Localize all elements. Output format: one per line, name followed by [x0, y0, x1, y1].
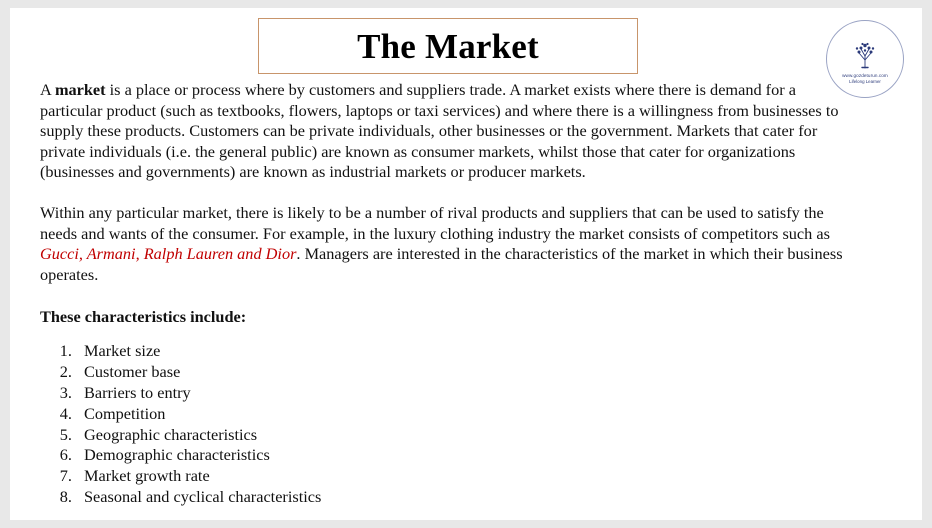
brand-list: Gucci, Armani, Ralph Lauren and Dior: [40, 244, 297, 264]
logo-tagline: Lifelong Learner: [849, 78, 881, 84]
paragraph-two-part-two: . Managers are interested in the characteristics of the market in which their business operates.: [40, 244, 843, 284]
subheading: These characteristics include:: [40, 307, 247, 327]
slide-canvas: [10, 8, 922, 520]
paragraph-two: [40, 203, 850, 285]
list-item: 5. Geographic characteristics: [76, 425, 850, 445]
list-item: 4. Competition: [76, 404, 850, 424]
paragraph-one: [40, 80, 850, 183]
list-item: 2. Customer base: [76, 362, 850, 382]
list-item: 6. Demographic characteristics: [76, 445, 850, 465]
list-item: 7. Market growth rate: [76, 466, 850, 486]
tree-icon: [848, 34, 882, 72]
list-item: 3. Barriers to entry: [76, 383, 850, 403]
page-title: The Market: [357, 26, 539, 66]
list-item: 8. Seasonal and cyclical characteristics: [76, 487, 850, 507]
slide-body: [40, 80, 850, 508]
keyword-market: market: [54, 80, 106, 99]
characteristics-list: [40, 341, 850, 507]
paragraph-two-part-one: Within any particular market, there is likely to be a number of rival products and suppliers that can be used to satisfy the needs and wants of the consumer. For example, in the luxury clothing industry the market consists of competitors such as: [40, 202, 830, 243]
logo-url-text: www.gozdeturun.com: [842, 72, 888, 78]
paragraph-one-text: is a place or process where by customers and suppliers trade. A market exists where there is demand for a particular product (such as textbooks, flowers, laptops or taxi services) and where there is a willingness from businesses to supply these products. Customers can be private individuals, other businesses or the government. Markets that cater for private individuals (i.e. the general public) are known as consumer markets, whilst those that cater for organizations (businesses and governments) are known as industrial markets or producer markets.: [40, 80, 839, 182]
list-item: 1. Market size: [76, 341, 850, 361]
title-box: [258, 18, 638, 74]
paragraph-one-prefix: A: [40, 80, 55, 99]
